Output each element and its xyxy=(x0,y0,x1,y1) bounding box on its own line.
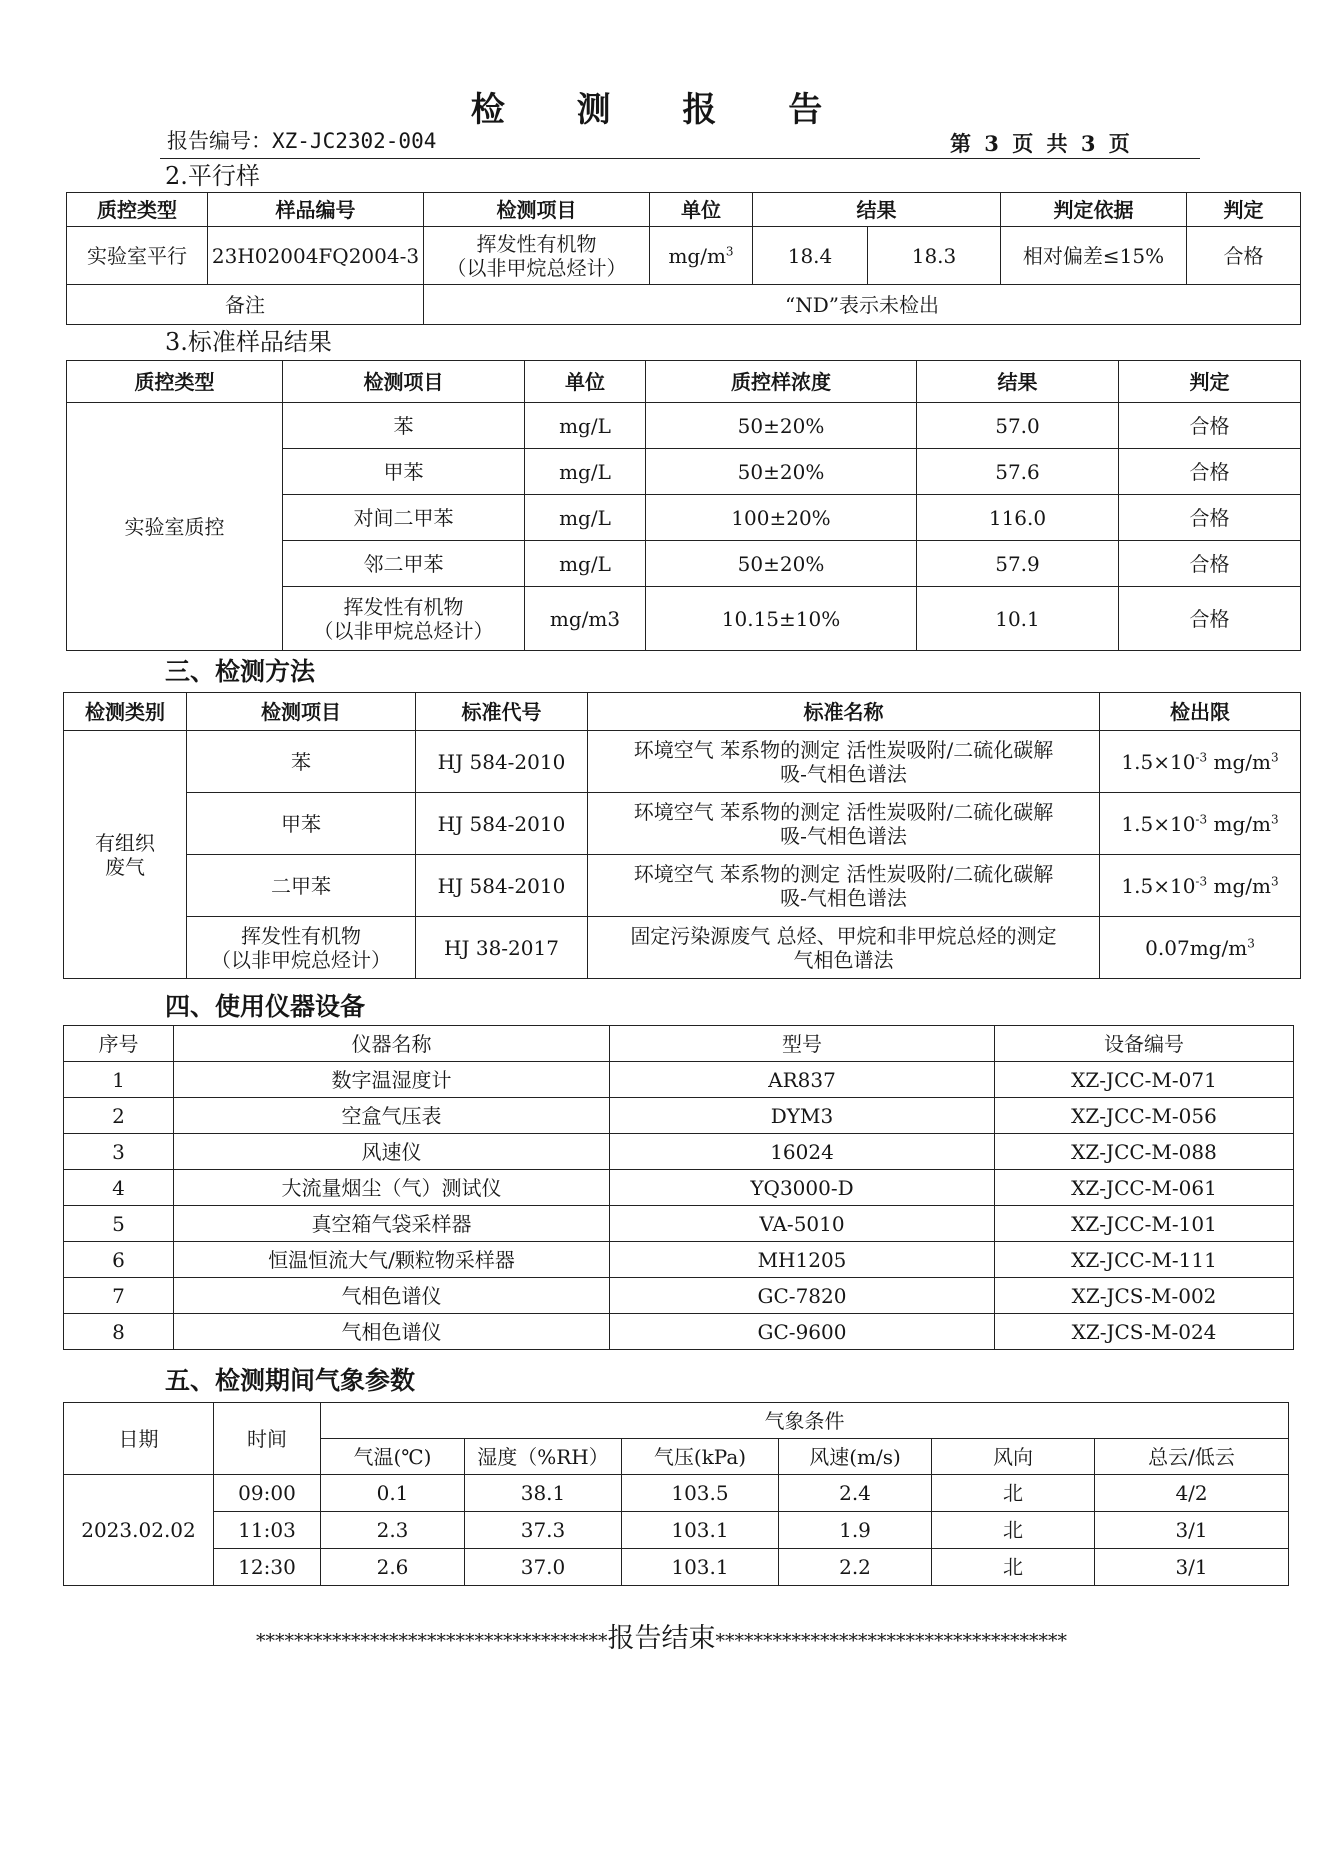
standard-name-line: 固定污染源废气 总烃、甲烷和非甲烷总烃的测定 xyxy=(630,923,1057,948)
col-header: 总云/低云 xyxy=(1095,1439,1289,1475)
col-header: 单位 xyxy=(650,193,753,227)
parallel-table xyxy=(66,192,1301,325)
cloud-cell: 4/2 xyxy=(1095,1475,1289,1512)
model-cell: DYM3 xyxy=(610,1098,995,1134)
section-heading-parallel: 2.平行样 xyxy=(165,162,260,190)
seq-cell: 3 xyxy=(64,1134,174,1170)
table-row xyxy=(64,1475,1289,1512)
report-number: 报告编号：XZ-JC2302-004 xyxy=(167,129,437,153)
verdict-cell: 合格 xyxy=(1119,403,1301,449)
col-header: 设备编号 xyxy=(995,1026,1294,1062)
detection-limit-cell xyxy=(1100,855,1301,917)
limit-unit-superscript: 3 xyxy=(1270,873,1279,888)
unit-superscript: 3 xyxy=(725,243,734,258)
test-item-cell: 苯 xyxy=(283,403,525,449)
table-row xyxy=(64,917,1301,979)
time-cell: 11:03 xyxy=(214,1512,321,1549)
result-cell: 57.6 xyxy=(917,449,1119,495)
wind-direction-cell: 北 xyxy=(932,1475,1095,1512)
equipment-id-cell: XZ-JCC-M-088 xyxy=(995,1134,1294,1170)
qc-type-cell: 实验室质控 xyxy=(67,403,283,651)
instruments-table xyxy=(63,1025,1294,1350)
instrument-name-cell: 风速仪 xyxy=(174,1134,610,1170)
basis-cell: 相对偏差≤15% xyxy=(1001,227,1187,285)
limit-unit-superscript: 3 xyxy=(1270,811,1279,826)
standard-table xyxy=(66,360,1301,651)
unit-cell xyxy=(650,227,753,285)
model-cell: 16024 xyxy=(610,1134,995,1170)
standard-name-cell xyxy=(588,793,1100,855)
test-item-cell: 甲苯 xyxy=(187,793,416,855)
report-end-text: 报告结束 xyxy=(607,1623,716,1654)
limit-unit: mg/m xyxy=(1207,873,1271,898)
limit-base: 1.5×10 xyxy=(1121,811,1196,836)
table-row xyxy=(64,1549,1289,1586)
limit-value: 0.07mg/m xyxy=(1145,935,1248,960)
category-line: 有组织 xyxy=(95,830,155,855)
methods-table xyxy=(63,692,1301,979)
limit-unit-superscript: 3 xyxy=(1270,749,1279,764)
standard-name-cell xyxy=(588,855,1100,917)
col-header: 结果 xyxy=(753,193,1001,227)
equipment-id-cell: XZ-JCC-M-061 xyxy=(995,1170,1294,1206)
limit-exponent: -3 xyxy=(1195,749,1208,764)
wind-speed-cell: 2.2 xyxy=(779,1549,932,1586)
verdict-cell: 合格 xyxy=(1187,227,1301,285)
instrument-name-cell: 真空箱气袋采样器 xyxy=(174,1206,610,1242)
model-cell: GC-9600 xyxy=(610,1314,995,1350)
standard-name-line: 气相色谱法 xyxy=(793,947,894,972)
end-stars-right: ************************************* xyxy=(715,1630,1067,1652)
col-header: 气温(℃) xyxy=(321,1439,465,1475)
result-cell: 18.4 xyxy=(753,227,868,285)
standard-name-line: 环境空气 苯系物的测定 活性炭吸附/二硫化碳解 xyxy=(633,861,1054,886)
item-line: 挥发性有机物 xyxy=(476,231,597,256)
temperature-cell: 2.3 xyxy=(321,1512,465,1549)
standard-name-line: 吸-气相色谱法 xyxy=(780,761,907,786)
col-header: 质控类型 xyxy=(67,361,283,403)
limit-unit: mg/m xyxy=(1207,749,1271,774)
wind-direction-cell: 北 xyxy=(932,1549,1095,1586)
seq-cell: 2 xyxy=(64,1098,174,1134)
col-header: 湿度（%RH） xyxy=(465,1439,622,1475)
col-header: 气压(kPa) xyxy=(622,1439,779,1475)
standard-name-line: 吸-气相色谱法 xyxy=(780,823,907,848)
standard-name-line: 环境空气 苯系物的测定 活性炭吸附/二硫化碳解 xyxy=(633,737,1054,762)
weather-table xyxy=(63,1402,1289,1586)
verdict-cell: 合格 xyxy=(1119,541,1301,587)
concentration-cell: 50±20% xyxy=(646,403,917,449)
methods-header-row xyxy=(64,693,1301,731)
seq-cell: 7 xyxy=(64,1278,174,1314)
sample-id-cell: 23H02004FQ2004-3 xyxy=(208,227,424,285)
wind-speed-cell: 2.4 xyxy=(779,1475,932,1512)
result-cell: 116.0 xyxy=(917,495,1119,541)
limit-exponent: -3 xyxy=(1195,811,1208,826)
result-cell: 10.1 xyxy=(917,587,1119,651)
col-header: 风速(m/s) xyxy=(779,1439,932,1475)
concentration-cell: 10.15±10% xyxy=(646,587,917,651)
table-row xyxy=(67,227,1301,285)
table-row xyxy=(67,403,1301,449)
instrument-name-cell: 恒温恒流大气/颗粒物采样器 xyxy=(174,1242,610,1278)
result-cell: 18.3 xyxy=(868,227,1001,285)
limit-exponent: -3 xyxy=(1195,873,1208,888)
pressure-cell: 103.1 xyxy=(622,1512,779,1549)
header-divider xyxy=(160,158,1200,159)
standard-name-cell xyxy=(588,917,1100,979)
time-header: 时间 xyxy=(214,1403,321,1475)
time-cell: 09:00 xyxy=(214,1475,321,1512)
weather-header-row xyxy=(64,1403,1289,1439)
cloud-cell: 3/1 xyxy=(1095,1549,1289,1586)
weather-group-header: 气象条件 xyxy=(321,1403,1289,1439)
col-header: 检测项目 xyxy=(187,693,416,731)
standard-code-cell: HJ 584-2010 xyxy=(416,793,588,855)
temperature-cell: 0.1 xyxy=(321,1475,465,1512)
model-cell: YQ3000-D xyxy=(610,1170,995,1206)
col-header: 质控样浓度 xyxy=(646,361,917,403)
concentration-cell: 50±20% xyxy=(646,449,917,495)
concentration-cell: 50±20% xyxy=(646,541,917,587)
section-heading-weather: 五、检测期间气象参数 xyxy=(165,1366,416,1395)
table-row xyxy=(64,1242,1294,1278)
col-header: 标准代号 xyxy=(416,693,588,731)
seq-cell: 1 xyxy=(64,1062,174,1098)
col-header: 判定依据 xyxy=(1001,193,1187,227)
col-header: 检测项目 xyxy=(424,193,650,227)
table-row xyxy=(64,1206,1294,1242)
col-header: 检测类别 xyxy=(64,693,187,731)
unit-cell: mg/L xyxy=(525,495,646,541)
pressure-cell: 103.1 xyxy=(622,1549,779,1586)
model-cell: MH1205 xyxy=(610,1242,995,1278)
time-cell: 12:30 xyxy=(214,1549,321,1586)
humidity-cell: 37.0 xyxy=(465,1549,622,1586)
col-header: 仪器名称 xyxy=(174,1026,610,1062)
item-line: 挥发性有机物 xyxy=(343,594,464,619)
equipment-id-cell: XZ-JCC-M-101 xyxy=(995,1206,1294,1242)
date-header: 日期 xyxy=(64,1403,214,1475)
report-title: 检 测 报 告 xyxy=(470,90,853,130)
col-header: 质控类型 xyxy=(67,193,208,227)
verdict-cell: 合格 xyxy=(1119,449,1301,495)
instrument-name-cell: 数字温湿度计 xyxy=(174,1062,610,1098)
equipment-id-cell: XZ-JCC-M-111 xyxy=(995,1242,1294,1278)
wind-direction-cell: 北 xyxy=(932,1512,1095,1549)
standard-name-line: 吸-气相色谱法 xyxy=(780,885,907,910)
detection-limit-cell xyxy=(1100,731,1301,793)
result-cell: 57.0 xyxy=(917,403,1119,449)
test-item-cell xyxy=(187,917,416,979)
remark-label: 备注 xyxy=(67,285,424,325)
instrument-name-cell: 大流量烟尘（气）测试仪 xyxy=(174,1170,610,1206)
verdict-cell: 合格 xyxy=(1119,587,1301,651)
humidity-cell: 37.3 xyxy=(465,1512,622,1549)
detection-limit-cell xyxy=(1100,917,1301,979)
col-header: 结果 xyxy=(917,361,1119,403)
category-cell xyxy=(64,731,187,979)
table-row xyxy=(64,731,1301,793)
table-row xyxy=(64,855,1301,917)
instrument-name-cell: 气相色谱仪 xyxy=(174,1278,610,1314)
result-cell: 57.9 xyxy=(917,541,1119,587)
test-item-cell xyxy=(283,587,525,651)
col-header: 判定 xyxy=(1187,193,1301,227)
seq-cell: 6 xyxy=(64,1242,174,1278)
limit-base: 1.5×10 xyxy=(1121,873,1196,898)
item-line: （以非甲烷总烃计） xyxy=(313,618,494,643)
model-cell: VA-5010 xyxy=(610,1206,995,1242)
item-line: （以非甲烷总烃计） xyxy=(211,947,391,972)
limit-unit-superscript: 3 xyxy=(1247,935,1255,950)
limit-unit: mg/m xyxy=(1207,811,1271,836)
concentration-cell: 100±20% xyxy=(646,495,917,541)
date-cell: 2023.02.02 xyxy=(64,1475,214,1586)
table-row xyxy=(64,793,1301,855)
wind-speed-cell: 1.9 xyxy=(779,1512,932,1549)
standard-code-cell: HJ 584-2010 xyxy=(416,855,588,917)
humidity-cell: 38.1 xyxy=(465,1475,622,1512)
pressure-cell: 103.5 xyxy=(622,1475,779,1512)
col-header: 检出限 xyxy=(1100,693,1301,731)
end-stars-left: ************************************* xyxy=(256,1630,608,1652)
standard-name-cell xyxy=(588,731,1100,793)
standard-header-row xyxy=(67,361,1301,403)
page-info: 第 3 页 共 3 页 xyxy=(950,131,1130,156)
table-row xyxy=(64,1314,1294,1350)
qc-type-cell: 实验室平行 xyxy=(67,227,208,285)
col-header: 判定 xyxy=(1119,361,1301,403)
equipment-id-cell: XZ-JCS-M-024 xyxy=(995,1314,1294,1350)
test-item-cell: 甲苯 xyxy=(283,449,525,495)
table-row xyxy=(64,1278,1294,1314)
table-row xyxy=(64,1062,1294,1098)
section-heading-instruments: 四、使用仪器设备 xyxy=(165,992,366,1021)
col-header: 风向 xyxy=(932,1439,1095,1475)
test-item-cell: 苯 xyxy=(187,731,416,793)
test-item-cell: 邻二甲苯 xyxy=(283,541,525,587)
item-line: （以非甲烷总烃计） xyxy=(446,255,627,280)
cloud-cell: 3/1 xyxy=(1095,1512,1289,1549)
unit-cell: mg/L xyxy=(525,541,646,587)
temperature-cell: 2.6 xyxy=(321,1549,465,1586)
remark-text: “ND”表示未检出 xyxy=(424,285,1301,325)
instruments-header-row xyxy=(64,1026,1294,1062)
col-header: 单位 xyxy=(525,361,646,403)
table-row xyxy=(64,1134,1294,1170)
col-header: 样品编号 xyxy=(208,193,424,227)
col-header: 序号 xyxy=(64,1026,174,1062)
unit-cell: mg/L xyxy=(525,403,646,449)
equipment-id-cell: XZ-JCC-M-056 xyxy=(995,1098,1294,1134)
test-item-cell xyxy=(424,227,650,285)
table-row xyxy=(64,1098,1294,1134)
instrument-name-cell: 气相色谱仪 xyxy=(174,1314,610,1350)
remark-row xyxy=(67,285,1301,325)
standard-code-cell: HJ 38-2017 xyxy=(416,917,588,979)
unit-cell: mg/m3 xyxy=(525,587,646,651)
table-row xyxy=(64,1170,1294,1206)
test-item-cell: 对间二甲苯 xyxy=(283,495,525,541)
instrument-name-cell: 空盒气压表 xyxy=(174,1098,610,1134)
verdict-cell: 合格 xyxy=(1119,495,1301,541)
parallel-header-row xyxy=(67,193,1301,227)
report-end-line xyxy=(0,1616,1323,1655)
test-item-cell: 二甲苯 xyxy=(187,855,416,917)
standard-name-line: 环境空气 苯系物的测定 活性炭吸附/二硫化碳解 xyxy=(633,799,1054,824)
section-heading-methods: 三、检测方法 xyxy=(165,657,316,686)
col-header: 型号 xyxy=(610,1026,995,1062)
table-row xyxy=(64,1512,1289,1549)
model-cell: AR837 xyxy=(610,1062,995,1098)
equipment-id-cell: XZ-JCC-M-071 xyxy=(995,1062,1294,1098)
detection-limit-cell xyxy=(1100,793,1301,855)
seq-cell: 5 xyxy=(64,1206,174,1242)
equipment-id-cell: XZ-JCS-M-002 xyxy=(995,1278,1294,1314)
col-header: 标准名称 xyxy=(588,693,1100,731)
standard-code-cell: HJ 584-2010 xyxy=(416,731,588,793)
unit-text: mg/m xyxy=(668,243,726,268)
limit-base: 1.5×10 xyxy=(1121,749,1196,774)
col-header: 检测项目 xyxy=(283,361,525,403)
seq-cell: 8 xyxy=(64,1314,174,1350)
category-line: 废气 xyxy=(105,854,145,879)
seq-cell: 4 xyxy=(64,1170,174,1206)
unit-cell: mg/L xyxy=(525,449,646,495)
model-cell: GC-7820 xyxy=(610,1278,995,1314)
item-line: 挥发性有机物 xyxy=(241,923,361,948)
section-heading-standard: 3.标准样品结果 xyxy=(165,328,332,356)
